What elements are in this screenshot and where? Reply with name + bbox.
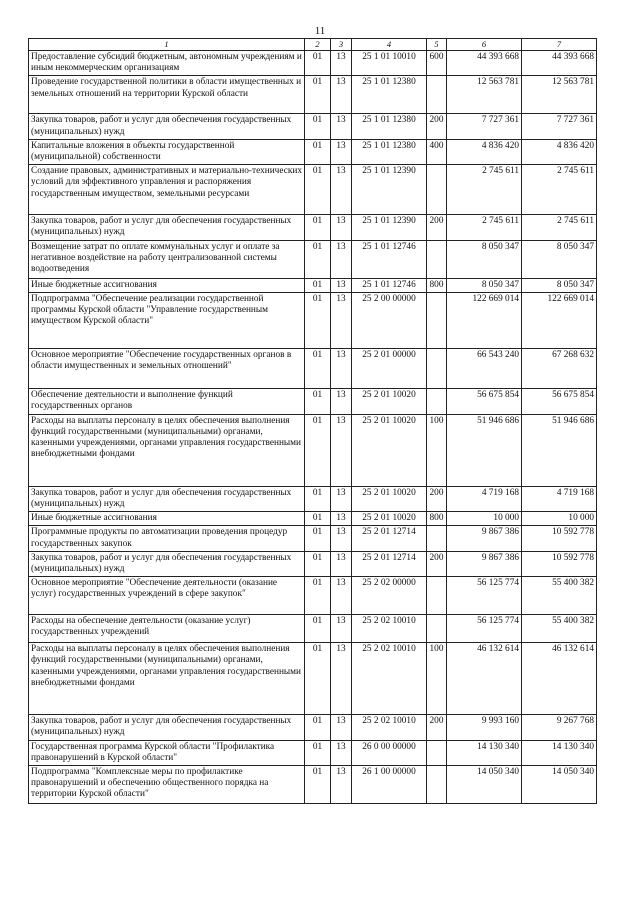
row-amount-year2-cell: 10 592 778 bbox=[522, 551, 597, 576]
row-target-article-cell: 25 2 01 12714 bbox=[352, 551, 427, 576]
row-expense-type-cell: 400 bbox=[427, 139, 447, 164]
row-amount-year2-cell: 14 130 340 bbox=[522, 740, 597, 765]
row-expense-type-cell bbox=[427, 526, 447, 551]
row-amount-year1-cell: 9 867 386 bbox=[447, 526, 522, 551]
row-section-cell: 01 bbox=[305, 643, 331, 715]
row-name-cell: Возмещение затрат по оплате коммунальных услуг и оплате за негативное воздействие на работу централизованной системы водоотведения bbox=[29, 240, 305, 278]
row-name-cell: Расходы на обеспечение деятельности (оказание услуг) государственных учреждений bbox=[29, 615, 305, 643]
row-section-cell: 01 bbox=[305, 766, 331, 804]
column-header: 1 bbox=[29, 39, 305, 51]
row-section-cell: 01 bbox=[305, 278, 331, 292]
table-row bbox=[29, 740, 597, 765]
row-name-cell: Государственная программа Курской области "Профилактика правонарушений в Курской области" bbox=[29, 740, 305, 765]
row-amount-year2-cell: 51 946 686 bbox=[522, 414, 597, 486]
row-subsection-cell: 13 bbox=[331, 139, 352, 164]
row-target-article-cell: 25 2 01 10020 bbox=[352, 486, 427, 511]
row-subsection-cell: 13 bbox=[331, 643, 352, 715]
row-expense-type-cell bbox=[427, 76, 447, 114]
row-section-cell: 01 bbox=[305, 526, 331, 551]
row-expense-type-cell: 200 bbox=[427, 215, 447, 240]
table-row bbox=[29, 292, 597, 348]
table-row bbox=[29, 512, 597, 526]
row-subsection-cell: 13 bbox=[331, 512, 352, 526]
table-row bbox=[29, 388, 597, 414]
row-target-article-cell: 25 1 01 12380 bbox=[352, 76, 427, 114]
row-subsection-cell: 13 bbox=[331, 486, 352, 511]
table-row bbox=[29, 139, 597, 164]
row-section-cell: 01 bbox=[305, 215, 331, 240]
row-expense-type-cell bbox=[427, 165, 447, 215]
table-row bbox=[29, 486, 597, 511]
row-amount-year2-cell: 14 050 340 bbox=[522, 766, 597, 804]
row-section-cell: 01 bbox=[305, 165, 331, 215]
row-amount-year1-cell: 10 000 bbox=[447, 512, 522, 526]
row-name-cell: Обеспечение деятельности и выполнение функций государственных органов bbox=[29, 388, 305, 414]
table-row bbox=[29, 76, 597, 114]
row-amount-year2-cell: 10 592 778 bbox=[522, 526, 597, 551]
table-row bbox=[29, 643, 597, 715]
row-expense-type-cell bbox=[427, 740, 447, 765]
column-header: 7 bbox=[522, 39, 597, 51]
row-target-article-cell: 25 1 01 12390 bbox=[352, 165, 427, 215]
row-subsection-cell: 13 bbox=[331, 577, 352, 615]
row-amount-year2-cell: 4 719 168 bbox=[522, 486, 597, 511]
row-expense-type-cell: 800 bbox=[427, 278, 447, 292]
row-expense-type-cell: 200 bbox=[427, 486, 447, 511]
row-name-cell: Закупка товаров, работ и услуг для обеспечения государственных (муниципальных) нужд bbox=[29, 551, 305, 576]
row-amount-year2-cell: 44 393 668 bbox=[522, 51, 597, 76]
row-section-cell: 01 bbox=[305, 388, 331, 414]
table-row bbox=[29, 114, 597, 139]
row-amount-year1-cell: 56 125 774 bbox=[447, 577, 522, 615]
row-name-cell: Основное мероприятие "Обеспечение государственных органов в области имущественных и земельных отношений" bbox=[29, 348, 305, 388]
row-section-cell: 01 bbox=[305, 51, 331, 76]
row-section-cell: 01 bbox=[305, 76, 331, 114]
row-amount-year1-cell: 8 050 347 bbox=[447, 240, 522, 278]
table-row bbox=[29, 240, 597, 278]
row-amount-year1-cell: 56 675 854 bbox=[447, 388, 522, 414]
row-target-article-cell: 25 1 01 12746 bbox=[352, 240, 427, 278]
row-subsection-cell: 13 bbox=[331, 388, 352, 414]
row-expense-type-cell bbox=[427, 292, 447, 348]
table-row bbox=[29, 165, 597, 215]
row-amount-year1-cell: 4 719 168 bbox=[447, 486, 522, 511]
row-target-article-cell: 25 2 01 12714 bbox=[352, 526, 427, 551]
row-target-article-cell: 25 2 01 00000 bbox=[352, 348, 427, 388]
row-name-cell: Закупка товаров, работ и услуг для обеспечения государственных (муниципальных) нужд bbox=[29, 114, 305, 139]
row-target-article-cell: 25 2 01 10020 bbox=[352, 512, 427, 526]
row-expense-type-cell: 100 bbox=[427, 643, 447, 715]
row-name-cell: Предоставление субсидий бюджетным, автономным учреждениям и иным некоммерческим организациям bbox=[29, 51, 305, 76]
row-expense-type-cell: 200 bbox=[427, 114, 447, 139]
row-subsection-cell: 13 bbox=[331, 240, 352, 278]
row-section-cell: 01 bbox=[305, 512, 331, 526]
row-amount-year2-cell: 8 050 347 bbox=[522, 240, 597, 278]
row-name-cell: Создание правовых, административных и материально-технических условий для эффективного управления и распоряжения государственным имуществом, земельными ресурсами bbox=[29, 165, 305, 215]
row-section-cell: 01 bbox=[305, 348, 331, 388]
row-target-article-cell: 25 1 01 12380 bbox=[352, 114, 427, 139]
row-section-cell: 01 bbox=[305, 139, 331, 164]
row-expense-type-cell: 800 bbox=[427, 512, 447, 526]
row-amount-year2-cell: 67 268 632 bbox=[522, 348, 597, 388]
row-target-article-cell: 25 2 02 00000 bbox=[352, 577, 427, 615]
row-subsection-cell: 13 bbox=[331, 414, 352, 486]
row-amount-year2-cell: 12 563 781 bbox=[522, 76, 597, 114]
row-name-cell: Программные продукты по автоматизации проведения процедур государственных закупок bbox=[29, 526, 305, 551]
table-row bbox=[29, 551, 597, 576]
row-expense-type-cell: 100 bbox=[427, 414, 447, 486]
row-amount-year1-cell: 14 130 340 bbox=[447, 740, 522, 765]
row-name-cell: Расходы на выплаты персоналу в целях обеспечения выполнения функций государственными (муниципальными) органами, казенными учреждениями, органами управления государственными внебюджетными фондами bbox=[29, 643, 305, 715]
row-amount-year1-cell: 44 393 668 bbox=[447, 51, 522, 76]
row-target-article-cell: 26 1 00 00000 bbox=[352, 766, 427, 804]
row-expense-type-cell bbox=[427, 766, 447, 804]
row-amount-year2-cell: 9 267 768 bbox=[522, 715, 597, 740]
row-target-article-cell: 25 1 01 12746 bbox=[352, 278, 427, 292]
column-header: 6 bbox=[447, 39, 522, 51]
table-row bbox=[29, 526, 597, 551]
column-header: 3 bbox=[331, 39, 352, 51]
row-amount-year2-cell: 122 669 014 bbox=[522, 292, 597, 348]
row-amount-year1-cell: 2 745 611 bbox=[447, 165, 522, 215]
row-expense-type-cell bbox=[427, 388, 447, 414]
row-amount-year1-cell: 51 946 686 bbox=[447, 414, 522, 486]
row-amount-year1-cell: 12 563 781 bbox=[447, 76, 522, 114]
row-subsection-cell: 13 bbox=[331, 766, 352, 804]
row-subsection-cell: 13 bbox=[331, 215, 352, 240]
row-expense-type-cell bbox=[427, 240, 447, 278]
row-target-article-cell: 25 2 02 10010 bbox=[352, 643, 427, 715]
row-name-cell: Подпрограмма "Комплексные меры по профилактике правонарушений и обеспечению общественного порядка на территории Курской области" bbox=[29, 766, 305, 804]
budget-table bbox=[28, 38, 597, 804]
row-amount-year2-cell: 56 675 854 bbox=[522, 388, 597, 414]
row-amount-year1-cell: 46 132 614 bbox=[447, 643, 522, 715]
row-expense-type-cell bbox=[427, 348, 447, 388]
row-amount-year1-cell: 14 050 340 bbox=[447, 766, 522, 804]
row-amount-year1-cell: 7 727 361 bbox=[447, 114, 522, 139]
table-row bbox=[29, 766, 597, 804]
row-amount-year2-cell: 2 745 611 bbox=[522, 165, 597, 215]
row-name-cell: Капитальные вложения в объекты государственной (муниципальной) собственности bbox=[29, 139, 305, 164]
row-amount-year1-cell: 66 543 240 bbox=[447, 348, 522, 388]
column-header: 4 bbox=[352, 39, 427, 51]
row-section-cell: 01 bbox=[305, 551, 331, 576]
table-row bbox=[29, 278, 597, 292]
row-section-cell: 01 bbox=[305, 292, 331, 348]
row-amount-year2-cell: 4 836 420 bbox=[522, 139, 597, 164]
row-target-article-cell: 25 2 02 10010 bbox=[352, 615, 427, 643]
table-row bbox=[29, 577, 597, 615]
row-subsection-cell: 13 bbox=[331, 278, 352, 292]
row-name-cell: Иные бюджетные ассигнования bbox=[29, 278, 305, 292]
table-row bbox=[29, 51, 597, 76]
table-row bbox=[29, 715, 597, 740]
row-section-cell: 01 bbox=[305, 740, 331, 765]
page-number: 11 bbox=[314, 25, 326, 37]
row-amount-year2-cell: 7 727 361 bbox=[522, 114, 597, 139]
row-subsection-cell: 13 bbox=[331, 76, 352, 114]
row-subsection-cell: 13 bbox=[331, 715, 352, 740]
row-subsection-cell: 13 bbox=[331, 551, 352, 576]
row-section-cell: 01 bbox=[305, 414, 331, 486]
table-row bbox=[29, 348, 597, 388]
row-amount-year2-cell: 55 400 382 bbox=[522, 615, 597, 643]
row-subsection-cell: 13 bbox=[331, 292, 352, 348]
row-amount-year1-cell: 4 836 420 bbox=[447, 139, 522, 164]
row-section-cell: 01 bbox=[305, 577, 331, 615]
row-section-cell: 01 bbox=[305, 240, 331, 278]
row-amount-year1-cell: 122 669 014 bbox=[447, 292, 522, 348]
row-target-article-cell: 26 0 00 00000 bbox=[352, 740, 427, 765]
row-amount-year1-cell: 8 050 347 bbox=[447, 278, 522, 292]
row-subsection-cell: 13 bbox=[331, 165, 352, 215]
column-header: 5 bbox=[427, 39, 447, 51]
row-name-cell: Закупка товаров, работ и услуг для обеспечения государственных (муниципальных) нужд bbox=[29, 215, 305, 240]
row-amount-year2-cell: 46 132 614 bbox=[522, 643, 597, 715]
row-name-cell: Закупка товаров, работ и услуг для обеспечения государственных (муниципальных) нужд bbox=[29, 486, 305, 511]
row-target-article-cell: 25 1 01 12390 bbox=[352, 215, 427, 240]
table-row bbox=[29, 215, 597, 240]
row-target-article-cell: 25 1 01 12380 bbox=[352, 139, 427, 164]
row-section-cell: 01 bbox=[305, 486, 331, 511]
row-amount-year1-cell: 2 745 611 bbox=[447, 215, 522, 240]
row-amount-year2-cell: 55 400 382 bbox=[522, 577, 597, 615]
row-amount-year2-cell: 2 745 611 bbox=[522, 215, 597, 240]
row-amount-year2-cell: 10 000 bbox=[522, 512, 597, 526]
row-section-cell: 01 bbox=[305, 715, 331, 740]
row-amount-year2-cell: 8 050 347 bbox=[522, 278, 597, 292]
row-expense-type-cell bbox=[427, 577, 447, 615]
row-expense-type-cell bbox=[427, 615, 447, 643]
row-subsection-cell: 13 bbox=[331, 348, 352, 388]
row-amount-year1-cell: 9 993 160 bbox=[447, 715, 522, 740]
row-target-article-cell: 25 2 02 10010 bbox=[352, 715, 427, 740]
row-subsection-cell: 13 bbox=[331, 526, 352, 551]
row-amount-year1-cell: 56 125 774 bbox=[447, 615, 522, 643]
row-amount-year1-cell: 9 867 386 bbox=[447, 551, 522, 576]
row-subsection-cell: 13 bbox=[331, 615, 352, 643]
table-row bbox=[29, 414, 597, 486]
row-subsection-cell: 13 bbox=[331, 740, 352, 765]
row-name-cell: Закупка товаров, работ и услуг для обеспечения государственных (муниципальных) нужд bbox=[29, 715, 305, 740]
row-subsection-cell: 13 bbox=[331, 114, 352, 139]
row-expense-type-cell: 600 bbox=[427, 51, 447, 76]
column-header: 2 bbox=[305, 39, 331, 51]
row-target-article-cell: 25 2 01 10020 bbox=[352, 388, 427, 414]
row-target-article-cell: 25 2 01 10020 bbox=[352, 414, 427, 486]
row-name-cell: Проведение государственной политики в области имущественных и земельных отношений на территории Курской области bbox=[29, 76, 305, 114]
row-name-cell: Иные бюджетные ассигнования bbox=[29, 512, 305, 526]
row-name-cell: Подпрограмма "Обеспечение реализации государственной программы Курской области "Управление государственным имуществом Курской области" bbox=[29, 292, 305, 348]
row-name-cell: Расходы на выплаты персоналу в целях обеспечения выполнения функций государственными (муниципальными) органами, казенными учреждениями, органами управления государственными внебюджетными фондами bbox=[29, 414, 305, 486]
row-target-article-cell: 25 2 00 00000 bbox=[352, 292, 427, 348]
row-section-cell: 01 bbox=[305, 114, 331, 139]
row-subsection-cell: 13 bbox=[331, 51, 352, 76]
row-target-article-cell: 25 1 01 10010 bbox=[352, 51, 427, 76]
row-expense-type-cell: 200 bbox=[427, 551, 447, 576]
table-header-row bbox=[29, 39, 597, 51]
row-name-cell: Основное мероприятие "Обеспечение деятельности (оказание услуг) государственных учреждений в сфере закупок" bbox=[29, 577, 305, 615]
row-section-cell: 01 bbox=[305, 615, 331, 643]
table-row bbox=[29, 615, 597, 643]
row-expense-type-cell: 200 bbox=[427, 715, 447, 740]
